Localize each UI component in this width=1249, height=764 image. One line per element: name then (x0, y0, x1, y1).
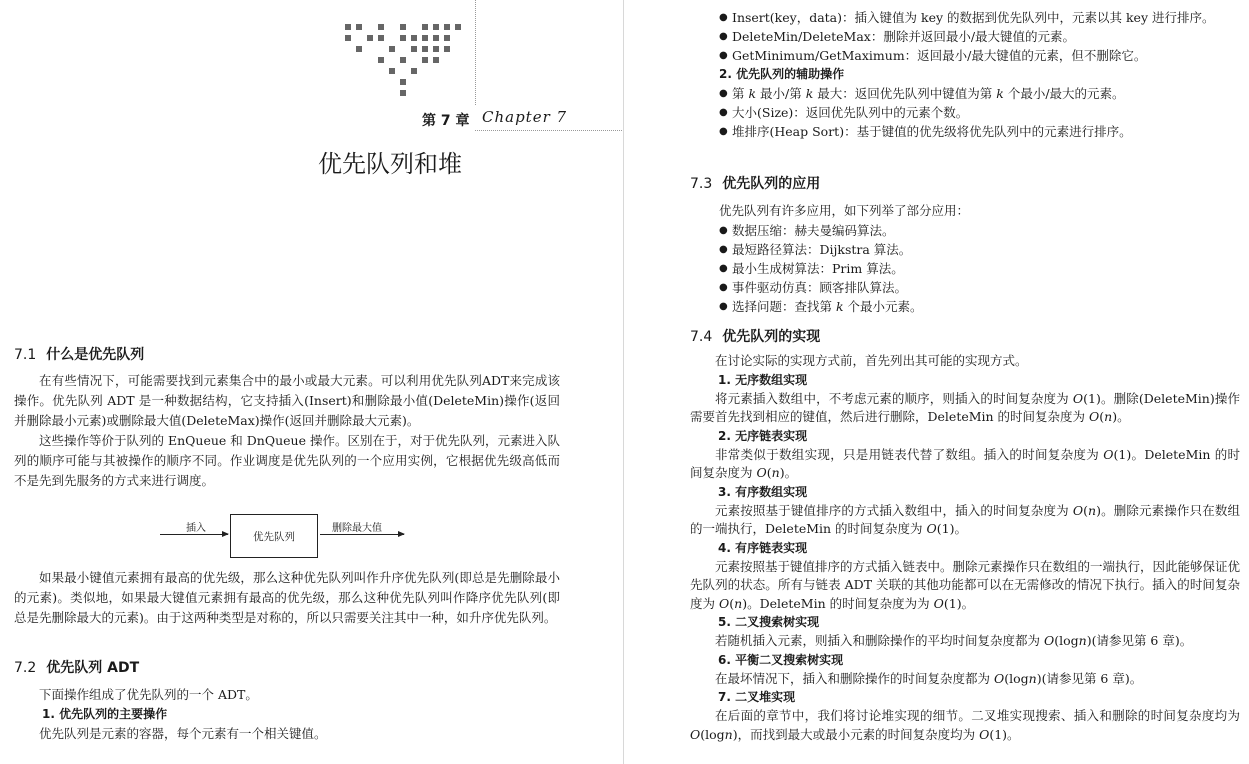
paragraph: 优先队列有许多应用，如下列举了部分应用： (719, 203, 970, 218)
main-operations (719, 8, 1239, 141)
section-heading: 7.4 优先队列的实现 (690, 329, 821, 345)
delete-max-arrow (320, 534, 404, 535)
section-7-3 (690, 173, 1240, 316)
list-item: ● 最短路径算法：Dijkstra 算法。 (719, 240, 1240, 259)
priority-queue-box: 优先队列 (230, 514, 318, 558)
list-item: ● 数据压缩：赫夫曼编码算法。 (719, 221, 1240, 240)
subsection-heading: 5. 二叉搜索树实现 (718, 615, 820, 629)
applications-list (719, 221, 1240, 316)
section-7-1 (14, 344, 560, 491)
chapter-header (0, 0, 622, 180)
section-7-4 (690, 326, 1240, 744)
chapter-number: 第 7 章 (422, 113, 470, 129)
paragraph: 元素按照基于键值排序的方式插入数组中，插入的时间复杂度为 O(n)。删除元素操作只在数组的一端执行，DeleteMin 的时间复杂度为 O(1)。 (690, 502, 1240, 536)
paragraph: 在最坏情况下，插入和删除操作的时间复杂度都为 O(logn)(请参见第 6 章)。 (715, 670, 1143, 686)
list-item: ● 第 k 最小/第 k 最大：返回优先队列中键值为第 k 个最小/最大的元素。 (719, 84, 1239, 103)
section-heading: 7.1 什么是优先队列 (14, 347, 145, 363)
diagram-insert-label: 插入 (186, 523, 206, 534)
section-heading: 7.2 优先队列 ADT (14, 660, 140, 676)
implementations (690, 371, 1240, 745)
list-item: ● GetMinimum/GetMaximum：返回最小/最大键值的元素，但不删除它。 (719, 46, 1239, 65)
paragraph: 下面操作组成了优先队列的一个 ADT。 (39, 687, 258, 702)
paragraph: 在后面的章节中，我们将讨论堆实现的细节。二叉堆实现搜索、插入和删除的时间复杂度均为 O(logn)，而找到最大或最小元素的时间复杂度均为 O(1)。 (690, 708, 1240, 742)
subsection-heading: 3. 有序数组实现 (718, 484, 808, 499)
dotted-rule-horizontal (475, 130, 622, 131)
decorative-dot-pattern (345, 24, 465, 108)
subsection-heading: 7. 二叉堆实现 (718, 690, 796, 704)
paragraph: 在有些情况下，可能需要找到元素集合中的最小或最大元素。可以利用优先队列ADT来完成该操作。优先队列 ADT 是一种数据结构，它支持插入(Insert)和删除最小值(DeleteMin)操作(返回并删除最小元素)或删除最大值(DeleteMax)操作(返回并删除最大元素)。 (14, 373, 560, 428)
list-item: ● 事件驱动仿真：顾客排队算法。 (719, 278, 1240, 297)
list-item: ● 大小(Size)：返回优先队列中的元素个数。 (719, 103, 1239, 122)
chapter-title: 优先队列和堆 (318, 150, 462, 178)
subsection-heading: 6. 平衡二叉搜索树实现 (718, 652, 844, 667)
section-heading: 7.3 优先队列的应用 (690, 176, 821, 192)
list-item: ● 选择问题：查找第 k 个最小元素。 (719, 297, 1240, 316)
list-item: ● 堆排序(Heap Sort)：基于键值的优先级将优先队列中的元素进行排序。 (719, 122, 1239, 141)
section-7-1-continued (14, 568, 560, 628)
main-operations-list (719, 8, 1239, 65)
section-7-2 (14, 657, 560, 744)
subsection-heading: 2. 无序链表实现 (718, 428, 808, 443)
subsection-heading: 1. 无序数组实现 (718, 372, 808, 387)
list-item: ● Insert(key，data)：插入键值为 key 的数据到优先队列中，元素以其 key 进行排序。 (719, 8, 1239, 27)
list-item: ● DeleteMin/DeleteMax：删除并返回最小/最大键值的元素。 (719, 27, 1239, 46)
right-page (626, 0, 1249, 764)
paragraph: 若随机插入元素，则插入和删除操作的平均时间复杂度都为 O(logn)(请参见第 6 章)。 (715, 633, 1193, 648)
paragraph: 将元素插入数组中，不考虑元素的顺序，则插入的时间复杂度为 O(1)。删除(DeleteMin)操作需要首先找到相应的键值，然后进行删除，DeleteMin 的时间复杂度为 O(n)。 (690, 390, 1240, 424)
paragraph: 在讨论实际的实现方式前，首先列出其可能的实现方式。 (715, 353, 1028, 368)
auxiliary-operations-list (719, 84, 1239, 141)
subsection-heading: 1. 优先队列的主要操作 (42, 707, 168, 721)
subsection-heading: 2. 优先队列的辅助操作 (719, 67, 845, 81)
paragraph: 这些操作等价于队列的 EnQueue 和 DnQueue 操作。区别在于，对于优先队列，元素进入队列的顺序可能与其被操作的顺序不同。作业调度是优先队列的一个应用实例，它根据优先级高低而不是先到先服务的方式来进行调度。 (14, 433, 560, 488)
page-divider (623, 0, 624, 764)
dotted-rule-vertical (475, 0, 476, 105)
priority-queue-diagram (160, 512, 420, 566)
paragraph: 元素按照基于键值排序的方式插入链表中。删除元素操作只在数组的一端执行，因此能够保证优先队列的状态。所有与链表 ADT 关联的其他功能都可以在无需修改的情况下执行。插入的时间复杂度为 O(n)。DeleteMin 的时间复杂度为为 O(1)。 (690, 558, 1241, 611)
list-item: ● 最小生成树算法：Prim 算法。 (719, 259, 1240, 278)
paragraph: 如果最小键值元素拥有最高的优先级，那么这种优先队列叫作升序优先队列(即总是先删除最小的元素)。类似地，如果最大键值元素拥有最高的优先级，那么这种优先队列叫作降序优先队列(即总是先删除最大的元素)。由于这两种类型是对称的，所以只需要关注其中一种，如升序优先队列。 (14, 570, 560, 625)
chapter-script-label: Chapter 7 (482, 108, 568, 126)
paragraph: 非常类似于数组实现，只是用链表代替了数组。插入的时间复杂度为 O(1)。DeleteMin 的时间复杂度为 O(n)。 (690, 446, 1240, 480)
subsection-heading: 4. 有序链表实现 (718, 540, 808, 555)
insert-arrow (160, 534, 228, 535)
left-page (0, 0, 622, 764)
paragraph: 优先队列是元素的容器，每个元素有一个相关键值。 (39, 726, 327, 741)
diagram-delete-max-label: 删除最大值 (332, 523, 382, 534)
